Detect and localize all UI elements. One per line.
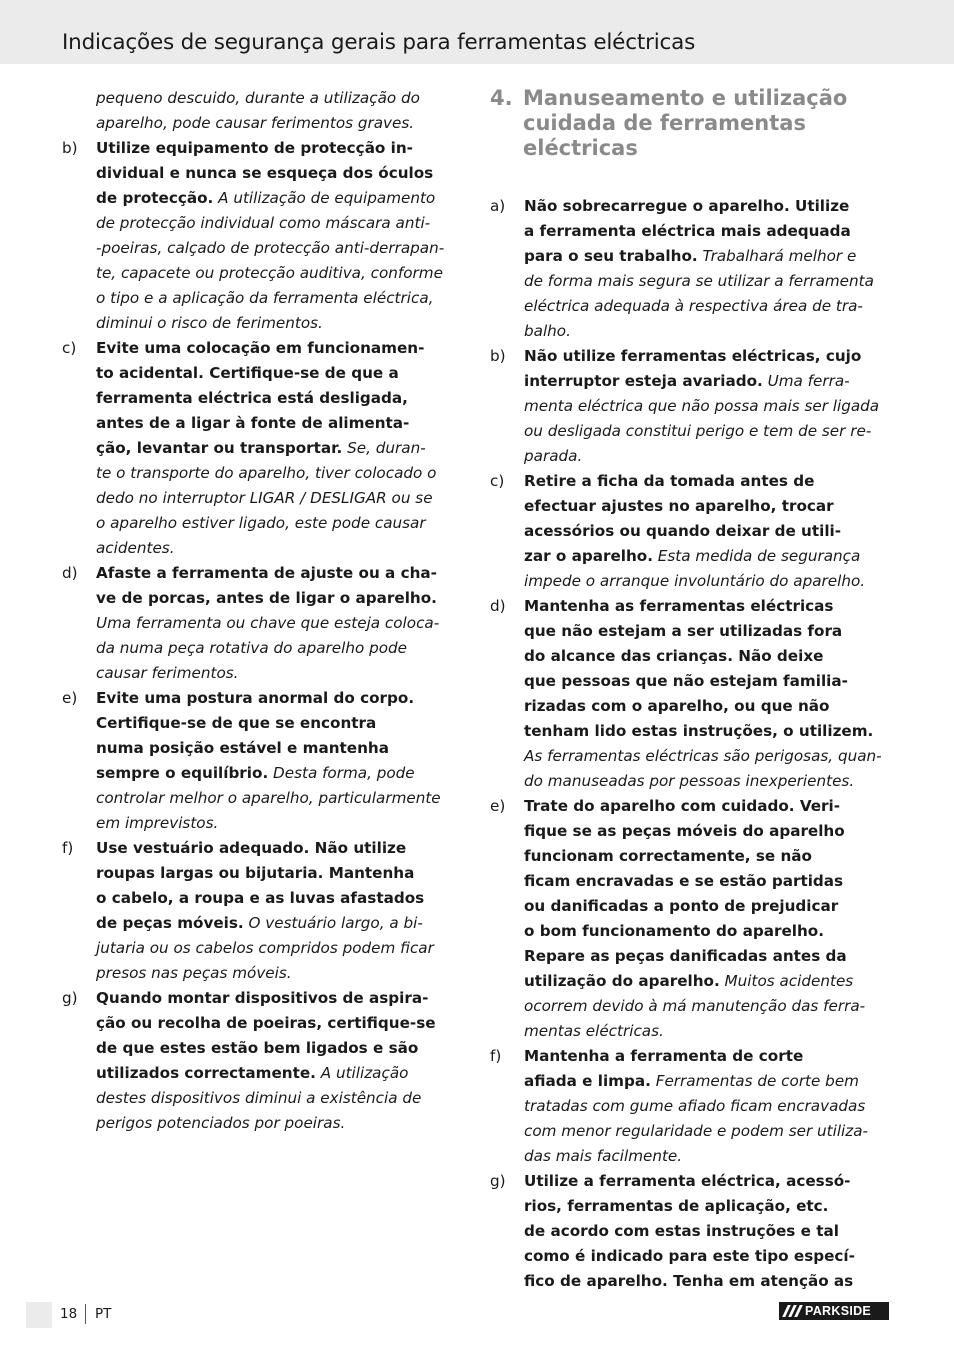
text-line [96, 936, 464, 961]
text-line [96, 761, 464, 786]
bold-text: de acordo com estas instruções e tal [524, 1222, 839, 1240]
list-item-label: g) [490, 1172, 506, 1190]
text-line [524, 319, 892, 344]
italic-text: dedo no interruptor LIGAR / DESLIGAR ou se [96, 489, 433, 507]
bold-text: interruptor esteja avariado. [524, 372, 763, 390]
text-line [524, 1219, 892, 1244]
bold-text: zar o aparelho. [524, 547, 653, 565]
bold-text: Evite uma colocação em funcionamen- [96, 339, 425, 357]
italic-text: acidentes. [96, 539, 175, 557]
text-line [524, 694, 892, 719]
italic-text: te o transporte do aparelho, tiver colocado o [96, 464, 437, 482]
text-line [96, 611, 464, 636]
bold-text: afiada e limpa. [524, 1072, 651, 1090]
text-line [96, 911, 464, 936]
list-item-text [96, 561, 464, 686]
text-line [524, 919, 892, 944]
text-line [96, 461, 464, 486]
list-item-text [96, 336, 464, 561]
bold-text: do alcance das crianças. Não deixe [524, 647, 824, 665]
list-item [490, 1044, 892, 1169]
text-line [524, 544, 892, 569]
text-line [524, 344, 892, 369]
list-item [62, 136, 464, 336]
list-item [62, 336, 464, 561]
page-header [0, 0, 954, 64]
bold-text: a ferramenta eléctrica mais adequada [524, 222, 851, 240]
list-item-label: c) [490, 472, 505, 490]
list-item-text [96, 136, 464, 336]
list-item [490, 194, 892, 344]
text-line [96, 1061, 464, 1086]
italic-text: tratadas com gume afiado ficam encravadas [524, 1097, 866, 1115]
bold-text: ção ou recolha de poeiras, certifique-se [96, 1014, 436, 1032]
text-line [524, 1244, 892, 1269]
list-item-label: f) [490, 1047, 502, 1065]
text-line [96, 1011, 464, 1036]
text-line [524, 444, 892, 469]
italic-text: perigos potenciados por poeiras. [96, 1114, 346, 1132]
list-item-text [524, 194, 892, 344]
italic-text: parada. [524, 447, 583, 465]
bold-text: Não sobrecarregue o aparelho. Utilize [524, 197, 850, 215]
text-line [96, 361, 464, 386]
page-title: Indicações de segurança gerais para ferramentas eléctricas [62, 30, 696, 55]
section-title-line: Manuseamento e utilização [523, 86, 848, 110]
bold-text: Não utilize ferramentas eléctricas, cujo [524, 347, 862, 365]
text-line [524, 1094, 892, 1119]
italic-text: diminui o risco de ferimentos. [96, 314, 323, 332]
bold-text: de que estes estão bem ligados e são [96, 1039, 419, 1057]
right-column [490, 86, 892, 1294]
bold-text: fique se as peças móveis do aparelho [524, 822, 845, 840]
bold-text: acessórios ou quando deixar de utili- [524, 522, 842, 540]
text-line [524, 194, 892, 219]
text-line [524, 969, 892, 994]
text-line [524, 494, 892, 519]
page-number: 18 [60, 1306, 78, 1322]
text-line [524, 794, 892, 819]
section-heading [490, 86, 892, 161]
text-line [524, 419, 892, 444]
bold-text: ou danificadas a ponto de prejudicar [524, 897, 839, 915]
italic-text: Esta medida de segurança [652, 547, 861, 565]
bold-text: roupas largas ou bijutaria. Mantenha [96, 864, 415, 882]
italic-text: presos nas peças móveis. [96, 964, 292, 982]
text-line [524, 469, 892, 494]
bold-text: Mantenha a ferramenta de corte [524, 1047, 804, 1065]
bold-text: ção, levantar ou transportar. [96, 439, 343, 457]
bold-text: fico de aparelho. Tenha em atenção as [524, 1272, 854, 1290]
text-line [524, 894, 892, 919]
text-line [96, 586, 464, 611]
list-item-label: e) [62, 689, 78, 707]
bold-text: como é indicado para este tipo especí- [524, 1247, 855, 1265]
italic-text: de protecção individual como máscara anti- [96, 214, 431, 232]
italic-text: das mais facilmente. [524, 1147, 683, 1165]
italic-text: mentas eléctricas. [524, 1022, 664, 1040]
italic-text: eléctrica adequada à respectiva área de tra- [524, 297, 863, 315]
text-line [524, 394, 892, 419]
bold-text: Utilize a ferramenta eléctrica, acessó- [524, 1172, 851, 1190]
text-line [96, 286, 464, 311]
list-item [62, 986, 464, 1136]
list-item-label: c) [62, 339, 77, 357]
italic-text: A utilização [315, 1064, 409, 1082]
list-item-label: d) [62, 564, 78, 582]
italic-text: ocorrem devido à má manutenção das ferra- [524, 997, 866, 1015]
bold-text: de protecção. [96, 189, 214, 207]
brand-name: PARKSIDE [805, 1304, 872, 1318]
list-item-text [96, 686, 464, 836]
text-line [96, 436, 464, 461]
text-line [524, 1169, 892, 1194]
text-line [96, 886, 464, 911]
text-line [524, 1069, 892, 1094]
bold-text: numa posição estável e mantenha [96, 739, 389, 757]
bold-text: Repare as peças danificadas antes da [524, 947, 847, 965]
text-line [96, 686, 464, 711]
italic-text: da numa peça rotativa do aparelho pode [96, 639, 408, 657]
text-line [96, 711, 464, 736]
text-line [96, 1111, 464, 1136]
list-item [62, 686, 464, 836]
brand-logo [779, 1302, 889, 1320]
list-item-label: f) [62, 839, 74, 857]
text-line [96, 861, 464, 886]
language-code: PT [95, 1306, 112, 1322]
italic-text: com menor regularidade e podem ser utiliza- [524, 1122, 869, 1140]
bold-text: Use vestuário adequado. Não utilize [96, 839, 407, 857]
section-number: 4. [490, 86, 513, 110]
left-column [62, 86, 464, 1136]
italic-text: Muitos acidentes [719, 972, 854, 990]
text-line [96, 1086, 464, 1111]
list-item [62, 836, 464, 986]
list-item-text [524, 794, 892, 1044]
italic-text: impede o arranque involuntário do aparelho. [524, 572, 866, 590]
list-item [62, 561, 464, 686]
list-item-label: d) [490, 597, 506, 615]
italic-text: jutaria ou os cabelos compridos podem ficar [96, 939, 434, 957]
text-line [96, 636, 464, 661]
text-line [96, 561, 464, 586]
bold-text: ve de porcas, antes de ligar o aparelho. [96, 589, 437, 607]
text-line [96, 336, 464, 361]
text-line [96, 786, 464, 811]
bold-text: rios, ferramentas de aplicação, etc. [524, 1197, 829, 1215]
intro-continuation: pequeno descuido, durante a utilização do aparelho, pode causar ferimentos graves. [96, 89, 420, 132]
bold-text: Mantenha as ferramentas eléctricas [524, 597, 834, 615]
bold-text: Trate do aparelho com cuidado. Veri- [524, 797, 841, 815]
text-line [96, 136, 464, 161]
list-item-text [524, 594, 892, 794]
text-line [524, 669, 892, 694]
list-item-label: b) [490, 347, 506, 365]
text-line [524, 569, 892, 594]
text-line [96, 811, 464, 836]
italic-text: O vestuário largo, a bi- [243, 914, 423, 932]
text-line [96, 736, 464, 761]
section-title-line: cuidada de ferramentas [523, 111, 806, 135]
list-item-text [96, 836, 464, 986]
text-line [524, 1119, 892, 1144]
bold-text: to acidental. Certifique-se de que a [96, 364, 399, 382]
list-item [490, 794, 892, 1044]
italic-text: do manuseadas por pessoas inexperientes. [524, 772, 855, 790]
italic-text: A utilização de equipamento [213, 189, 436, 207]
italic-text: Se, duran- [342, 439, 426, 457]
bold-text: efectuar ajustes no aparelho, trocar [524, 497, 834, 515]
text-line [524, 744, 892, 769]
italic-text: As ferramentas eléctricas são perigosas, quan- [524, 747, 882, 765]
section-title [523, 86, 847, 161]
italic-text: destes dispositivos diminui a existência de [96, 1089, 422, 1107]
list-item-label: b) [62, 139, 78, 157]
bold-text: de peças móveis. [96, 914, 244, 932]
italic-text: te, capacete ou protecção auditiva, conforme [96, 264, 443, 282]
list-item [490, 1169, 892, 1294]
bold-text: Retire a ficha da tomada antes de [524, 472, 815, 490]
italic-text: Ferramentas de corte bem [650, 1072, 859, 1090]
italic-text: Desta forma, pode [268, 764, 415, 782]
text-line [524, 519, 892, 544]
bold-text: Certifique-se de que se encontra [96, 714, 377, 732]
bold-text: o cabelo, a roupa e as luvas afastados [96, 889, 425, 907]
text-line [524, 294, 892, 319]
text-line [96, 836, 464, 861]
list-item-label: g) [62, 989, 78, 1007]
bold-text: que pessoas que não estejam familia- [524, 672, 848, 690]
italic-text: controlar melhor o aparelho, particularmente [96, 789, 441, 807]
italic-text: Uma ferramenta ou chave que esteja coloca- [96, 614, 440, 632]
text-line [96, 661, 464, 686]
list-item-label: a) [490, 197, 506, 215]
text-line [524, 1194, 892, 1219]
bold-text: utilizados correctamente. [96, 1064, 316, 1082]
italic-text: ou desligada constitui perigo e tem de ser re- [524, 422, 872, 440]
list-item-text [524, 344, 892, 469]
list-item [490, 344, 892, 469]
text-line [524, 1044, 892, 1069]
bold-text: ferramenta eléctrica está desligada, [96, 389, 408, 407]
text-line [96, 511, 464, 536]
bold-text: Evite uma postura anormal do corpo. [96, 689, 415, 707]
text-line [96, 161, 464, 186]
text-line [524, 594, 892, 619]
text-line [524, 819, 892, 844]
text-line [524, 619, 892, 644]
bold-text: que não estejam a ser utilizadas fora [524, 622, 843, 640]
italic-text: Uma ferra- [762, 372, 850, 390]
list-item-text [524, 1169, 892, 1294]
italic-text: o aparelho estiver ligado, este pode causar [96, 514, 426, 532]
text-line [524, 1019, 892, 1044]
text-line [524, 369, 892, 394]
text-line [524, 644, 892, 669]
bold-text: dividual e nunca se esqueça dos óculos [96, 164, 434, 182]
brand-stripes-icon [785, 1305, 800, 1317]
bold-text: Utilize equipamento de protecção in- [96, 139, 413, 157]
bold-text: o bom funcionamento do aparelho. [524, 922, 824, 940]
list-item-text [96, 986, 464, 1136]
list-item-text [524, 1044, 892, 1169]
text-line [524, 769, 892, 794]
text-line [96, 536, 464, 561]
text-line [96, 311, 464, 336]
bold-text: rizadas com o aparelho, ou que não [524, 697, 830, 715]
right-items [490, 194, 892, 1294]
italic-text: de forma mais segura se utilizar a ferramenta [524, 272, 874, 290]
list-item-text [524, 469, 892, 594]
italic-text: em imprevistos. [96, 814, 219, 832]
text-line [524, 244, 892, 269]
bold-text: tenham lido estas instruções, o utilizem. [524, 722, 874, 740]
italic-text: balho. [524, 322, 571, 340]
bold-text: utilização do aparelho. [524, 972, 720, 990]
italic-text: menta eléctrica que não possa mais ser ligada [524, 397, 880, 415]
section-title-line: eléctricas [523, 136, 638, 160]
text-line [96, 386, 464, 411]
footer-marker [26, 1302, 52, 1328]
text-line [524, 719, 892, 744]
text-line [96, 261, 464, 286]
italic-text: causar ferimentos. [96, 664, 239, 682]
text-line [524, 844, 892, 869]
italic-text: o tipo e a aplicação da ferramenta eléctrica, [96, 289, 434, 307]
text-line [524, 994, 892, 1019]
text-line [96, 186, 464, 211]
bold-text: sempre o equilíbrio. [96, 764, 269, 782]
text-line [524, 944, 892, 969]
italic-text: Trabalhará melhor e [697, 247, 857, 265]
bold-text: Afaste a ferramenta de ajuste ou a cha- [96, 564, 437, 582]
italic-text: -poeiras, calçado de protecção anti-derrapan- [96, 239, 445, 257]
text-line [524, 219, 892, 244]
bold-text: para o seu trabalho. [524, 247, 698, 265]
text-line [524, 1269, 892, 1294]
bold-text: funcionam correctamente, se não [524, 847, 812, 865]
text-line [524, 869, 892, 894]
left-items [62, 136, 464, 1136]
text-line [96, 986, 464, 1011]
footer-divider [85, 1304, 86, 1324]
bold-text: ficam encravadas e se estão partidas [524, 872, 844, 890]
text-line [96, 1036, 464, 1061]
text-line [524, 269, 892, 294]
text-line [96, 236, 464, 261]
bold-text: antes de a ligar à fonte de alimenta- [96, 414, 410, 432]
text-line [96, 211, 464, 236]
text-line [524, 1144, 892, 1169]
bold-text: Quando montar dispositivos de aspira- [96, 989, 429, 1007]
list-item [490, 469, 892, 594]
list-item-label: e) [490, 797, 506, 815]
text-line [96, 961, 464, 986]
list-item [490, 594, 892, 794]
text-line [96, 411, 464, 436]
text-line [96, 486, 464, 511]
